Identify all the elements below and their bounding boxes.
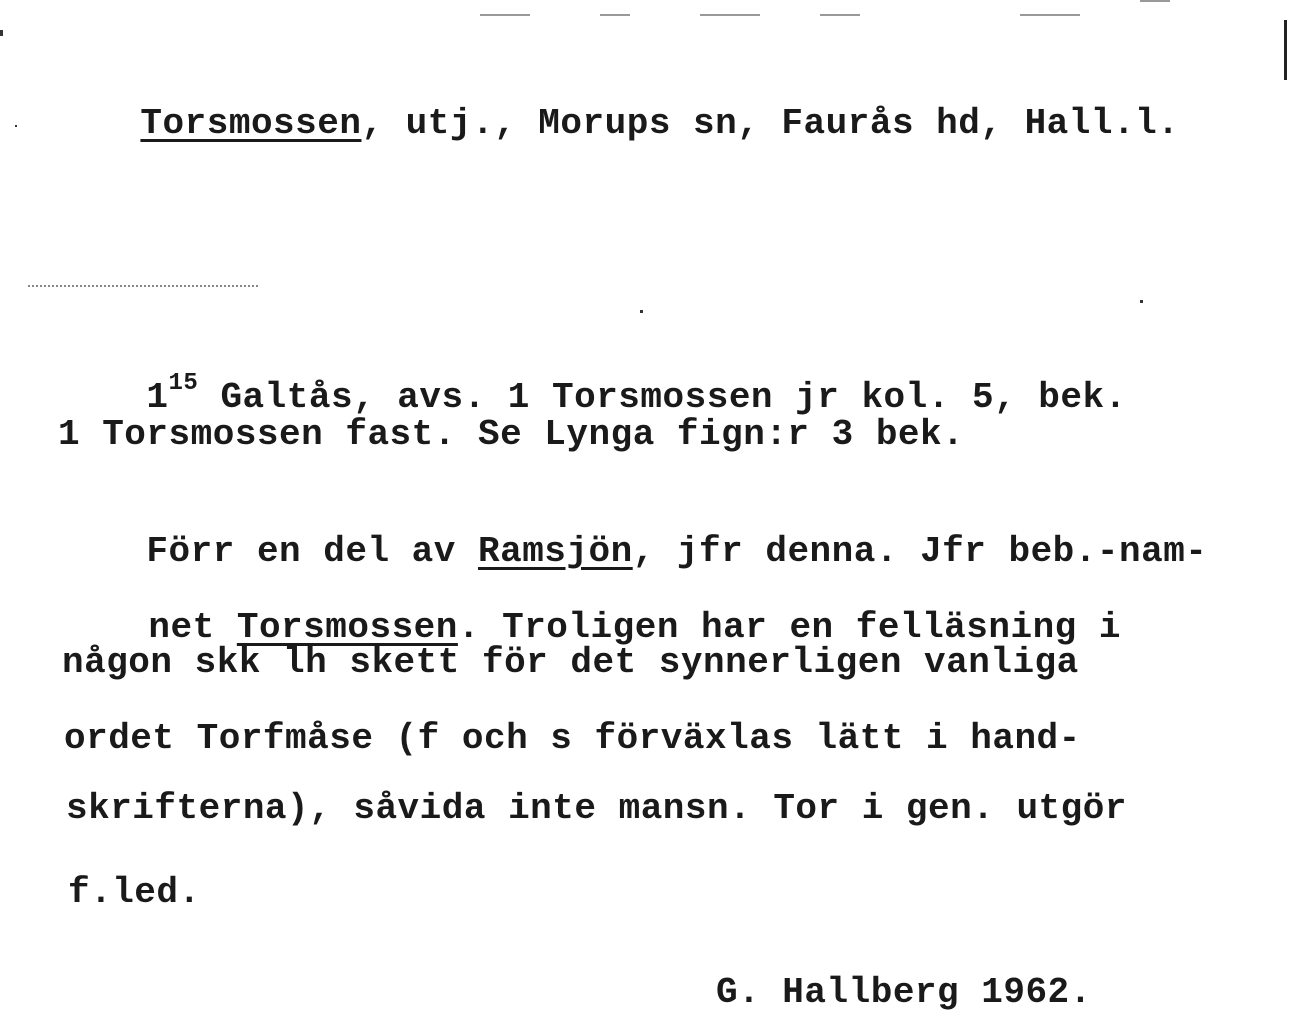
- scan-speck: [0, 30, 3, 36]
- scan-mark: [28, 285, 258, 287]
- scan-speck: [640, 310, 643, 313]
- body-text: . Troligen har en felläsning i: [457, 607, 1121, 648]
- body-text: net: [148, 607, 237, 648]
- body-text: , jfr denna. Jfr beb.-nam-: [632, 531, 1208, 572]
- body-line-2: 1 Torsmossen fast. Se Lynga fign:r 3 bek.: [58, 414, 965, 455]
- cross-reference: Torsmossen: [236, 607, 458, 648]
- scan-mark: [480, 14, 530, 16]
- card-header: [52, 62, 1179, 185]
- line-number: 1: [146, 377, 169, 418]
- scan-mark: [700, 14, 760, 16]
- body-line-8: f.led.: [68, 872, 201, 913]
- scan-mark: [600, 14, 630, 16]
- body-text: Förr en del av: [146, 531, 478, 572]
- cross-reference: Ramsjön: [477, 531, 633, 572]
- scan-mark: [820, 14, 860, 16]
- scan-speck: [1140, 300, 1143, 303]
- scan-mark: [1140, 0, 1170, 2]
- header-details: , utj., Morups sn, Faurås hd, Hall.l.: [361, 103, 1180, 144]
- signature: G. Hallberg 1962.: [716, 972, 1092, 1013]
- body-line-6: ordet Torfmåse (f och s förväxlas lätt i hand-: [64, 718, 1081, 759]
- place-name: Torsmossen: [140, 103, 362, 144]
- body-line-7: skrifterna), såvida inte mansn. Tor i gen. utgör: [66, 788, 1127, 829]
- body-text: Galtås, avs. 1 Torsmossen jr kol. 5, bek.: [198, 377, 1127, 418]
- superscript-number: 15: [168, 370, 199, 397]
- scan-edge-line: [1284, 20, 1287, 80]
- scan-mark: [1020, 14, 1080, 16]
- scan-speck: [15, 125, 17, 127]
- body-line-5: någon skk lh skett för det synnerligen vanliga: [62, 642, 1079, 683]
